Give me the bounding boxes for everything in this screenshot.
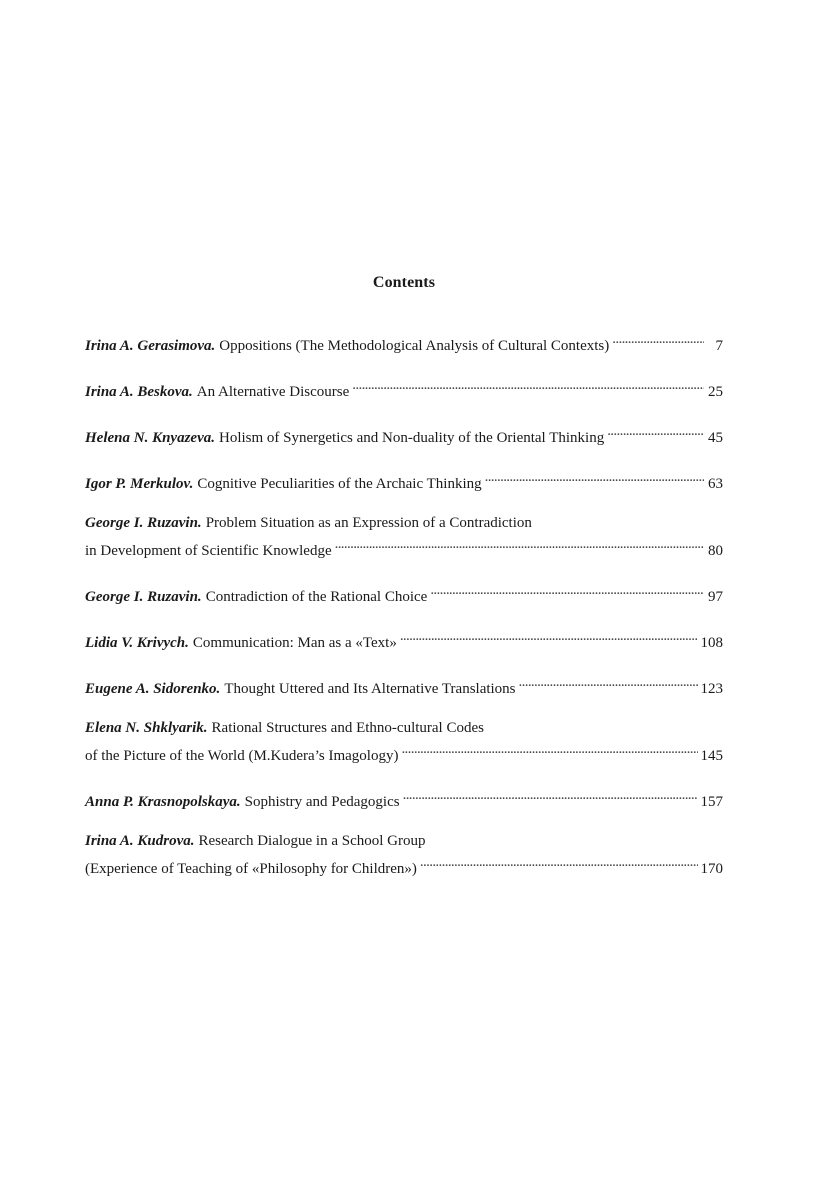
toc-page-number: 80 [708,543,723,559]
toc-title: Problem Situation as an Expression of a Contradiction [205,515,532,531]
dot-leader [485,467,704,488]
dot-leader [519,672,698,693]
toc-author: Helena N. Knyazeva. [85,430,215,446]
toc-page-number: 108 [700,635,723,651]
toc-entry[interactable] [85,580,723,605]
toc-title: Research Dialogue in a School Group [198,833,426,849]
dot-leader [401,739,697,760]
toc-entry[interactable] [85,375,723,400]
toc-title: Thought Uttered and Its Alternative Translations [224,681,516,697]
toc-page-number: 123 [700,681,723,697]
dot-leader [420,852,698,873]
toc-title: Cognitive Peculiarities of the Archaic Thinking [197,476,482,492]
toc-page-number: 157 [700,794,723,810]
dot-leader [400,626,698,647]
toc-entry[interactable] [85,467,723,492]
toc-author: George I. Ruzavin. [85,515,202,531]
toc-author: Anna P. Krasnopolskaya. [85,794,241,810]
toc-entry[interactable] [85,421,723,446]
toc-entry[interactable] [85,785,723,810]
table-of-contents [85,329,723,898]
toc-title: Rational Structures and Ethno-cultural Codes [211,720,484,736]
dot-leader [403,785,698,806]
toc-page-number: 7 [715,338,723,354]
toc-title: Contradiction of the Rational Choice [205,589,428,605]
toc-author: George I. Ruzavin. [85,589,202,605]
toc-title: Oppositions (The Methodological Analysis of Cultural Contexts) [219,338,610,354]
toc-page-number: 63 [708,476,723,492]
toc-title: Sophistry and Pedagogics [244,794,400,810]
toc-author: Igor P. Merkulov. [85,476,194,492]
toc-title: Holism of Synergetics and Non-duality of the Oriental Thinking [218,430,605,446]
toc-author: Elena N. Shklyarik. [85,720,208,736]
toc-entry[interactable] [85,831,723,877]
toc-author: Irina A. Beskova. [85,384,193,400]
toc-entry[interactable] [85,626,723,651]
toc-entry[interactable] [85,329,723,354]
toc-title: An Alternative Discourse [196,384,350,400]
dot-leader [612,329,704,350]
toc-title: Communication: Man as a «Text» [192,635,397,651]
toc-author: Irina A. Kudrova. [85,833,195,849]
contents-heading: Contents [372,274,436,291]
toc-entry[interactable] [85,718,723,764]
dot-leader [607,421,704,442]
toc-title-continuation: (Experience of Teaching of «Philosophy for Children») [85,861,417,877]
toc-page-number: 25 [708,384,723,400]
toc-title-continuation: of the Picture of the World (M.Kudera’s Imagology) [85,748,399,764]
toc-page-number: 97 [708,589,723,605]
dot-leader [335,534,704,555]
toc-title-continuation: in Development of Scientific Knowledge [85,543,332,559]
toc-author: Lidia V. Krivych. [85,635,189,651]
toc-author: Eugene A. Sidorenko. [85,681,221,697]
toc-entry[interactable] [85,672,723,697]
toc-author: Irina A. Gerasimova. [85,338,216,354]
toc-page-number: 170 [700,861,723,877]
dot-leader [352,375,704,396]
dot-leader [430,580,704,601]
toc-page-number: 145 [700,748,723,764]
toc-entry[interactable] [85,513,723,559]
toc-page-number: 45 [708,430,723,446]
